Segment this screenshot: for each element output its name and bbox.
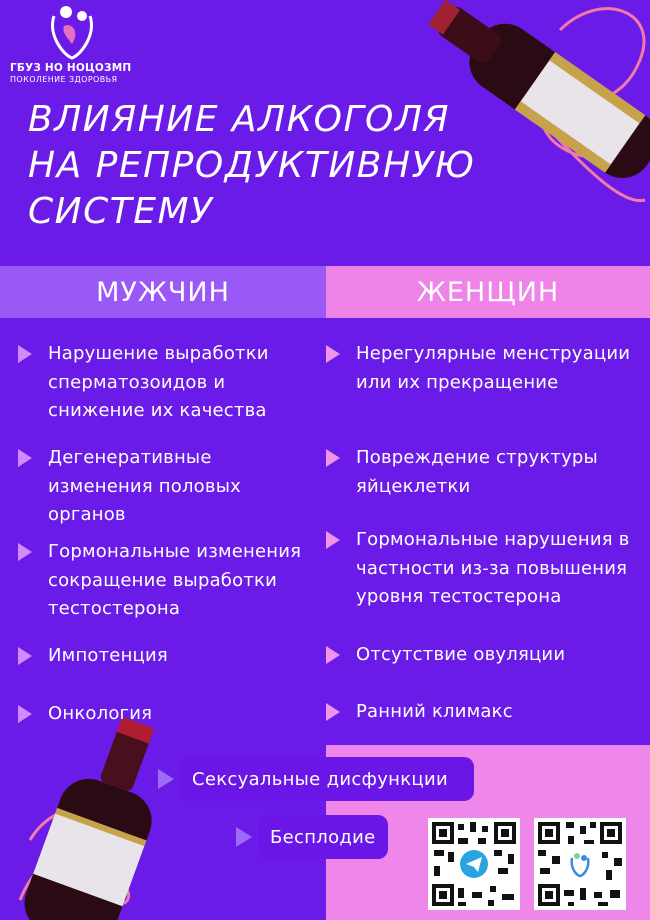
- men-header: МУЖЧИН: [0, 266, 326, 318]
- title-line-1: ВЛИЯНИЕ АЛКОГОЛЯ: [28, 99, 450, 140]
- arrow-icon: [326, 345, 340, 363]
- list-item: Гормональные нарушения в частности из-за повышения уровня тестостерона: [326, 526, 646, 612]
- list-item: Повреждение структуры яйцеклетки: [326, 444, 646, 501]
- arrow-icon: [158, 769, 174, 789]
- common-effect-pill: Бесплодие: [258, 815, 388, 859]
- arrow-icon: [18, 543, 32, 561]
- arrow-icon: [18, 647, 32, 665]
- arrow-icon: [326, 531, 340, 549]
- arrow-icon: [18, 345, 32, 363]
- list-item: Дегенеративные изменения половых органов: [18, 444, 318, 530]
- arrow-icon: [326, 703, 340, 721]
- arrow-icon: [326, 646, 340, 664]
- women-header: ЖЕНЩИН: [326, 266, 650, 318]
- list-item: Ранний климакс: [326, 698, 646, 727]
- arrow-icon: [326, 449, 340, 467]
- list-item: Отсутствие овуляции: [326, 641, 646, 670]
- list-item: Гормональные изменения сокращение выработки тестостерона: [18, 538, 318, 624]
- page-title: [28, 97, 548, 235]
- title-line-3: СИСТЕМУ: [28, 191, 214, 232]
- qr-code-icon[interactable]: [534, 818, 626, 910]
- organization-subtitle: ПОКОЛЕНИЕ ЗДОРОВЬЯ: [10, 75, 118, 84]
- arrow-icon: [18, 705, 32, 723]
- common-effect-pill: Сексуальные дисфункции: [180, 757, 474, 801]
- list-item: Онкология: [18, 700, 318, 729]
- list-item: Импотенция: [18, 642, 318, 671]
- list-item: Нерегулярные менструации или их прекращение: [326, 340, 646, 397]
- qr-code-icon[interactable]: [428, 818, 520, 910]
- title-line-2: НА РЕПРОДУКТИВНУЮ: [28, 145, 476, 186]
- list-item: Нарушение выработки сперматозоидов и снижение их качества: [18, 340, 318, 426]
- arrow-icon: [236, 827, 252, 847]
- logo-icon: [48, 4, 96, 60]
- organization-name: ГБУЗ НО НОЦОЗМП: [10, 62, 132, 74]
- arrow-icon: [18, 449, 32, 467]
